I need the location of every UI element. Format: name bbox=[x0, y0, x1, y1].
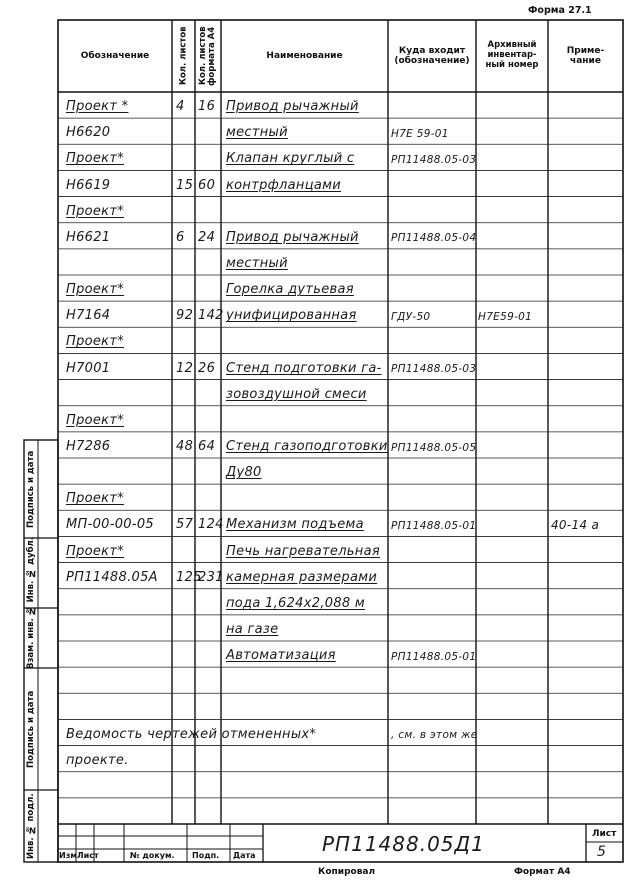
cell-designation: Н6619 bbox=[66, 177, 111, 193]
header-a4-sheets: Кол. листов формата А4 bbox=[198, 26, 217, 86]
cell-included-in: РП11488.05-01 bbox=[391, 519, 477, 532]
footer-format: Формат А4 bbox=[514, 867, 571, 877]
cell-name: Ду80 bbox=[226, 465, 262, 481]
cell-designation: Проект* bbox=[66, 491, 125, 507]
side-label-sign-date-1: Подпись и дата bbox=[26, 450, 36, 528]
cell-name: Горелка дутьевая bbox=[226, 282, 354, 298]
cell-name: камерная размерами bbox=[226, 569, 378, 585]
sheet-number: 5 bbox=[597, 844, 607, 860]
cell-name: Стенд газоподготовки bbox=[226, 439, 388, 454]
sheet-label: Лист bbox=[592, 829, 617, 839]
cell-designation: РП11488.05А bbox=[66, 569, 158, 585]
header-note: Приме- чание bbox=[566, 45, 605, 66]
cell-designation: Н7001 bbox=[66, 360, 111, 376]
cell-name: контрфланцами bbox=[226, 177, 341, 193]
cell-included-in: РП11488.05-04 bbox=[391, 232, 477, 245]
cell-name: зовоздушной смеси bbox=[226, 386, 367, 402]
cell-sheets: 92 bbox=[176, 308, 194, 324]
cell-name: Клапан круглый с bbox=[226, 151, 355, 167]
cell-designation: Ведомость чертежей отмененных* bbox=[66, 726, 317, 742]
header-included-in: Куда входит (обозначение) bbox=[394, 45, 470, 66]
cell-archive-number: Н7Е59-01 bbox=[478, 310, 533, 323]
cell-sheets: 4 bbox=[176, 99, 185, 115]
cell-designation: Проект* bbox=[66, 334, 125, 350]
cell-name: Стенд подготовки га- bbox=[226, 360, 382, 376]
cell-included-in: , см. в этом же bbox=[391, 729, 478, 742]
cell-included-in: РП11488.05-05 bbox=[391, 441, 477, 454]
cell-note: 40-14 а bbox=[551, 518, 600, 533]
cell-name: местный bbox=[226, 125, 288, 141]
cell-designation: Проект * bbox=[66, 99, 129, 115]
cell-name: Привод рычажный bbox=[226, 229, 359, 245]
cell-designation: Н6621 bbox=[66, 229, 111, 245]
cell-a4-sheets: 142 bbox=[198, 308, 224, 324]
cell-name: Привод рычажный bbox=[226, 99, 359, 115]
cell-name: на газе bbox=[226, 622, 279, 637]
cell-designation: Н6620 bbox=[66, 125, 111, 141]
tb-col-izm: Изм bbox=[59, 851, 77, 860]
cell-designation: Проект* bbox=[66, 151, 125, 167]
cell-designation: Н7286 bbox=[66, 439, 111, 454]
cell-included-in: РП11488.05-03 bbox=[391, 153, 477, 166]
cell-sheets: 57 bbox=[176, 517, 194, 533]
tb-col-date: Дата bbox=[233, 851, 256, 860]
tb-col-list: Лист bbox=[77, 851, 99, 860]
cell-a4-sheets: 64 bbox=[198, 439, 216, 454]
cell-name: пода 1,624х2,088 м bbox=[226, 595, 366, 611]
header-sheets-count: Кол. листов bbox=[178, 26, 189, 86]
cell-a4-sheets: 24 bbox=[198, 229, 216, 245]
tb-col-sign: Подп. bbox=[192, 851, 220, 860]
tb-col-doc: № докум. bbox=[130, 851, 175, 860]
cell-a4-sheets: 60 bbox=[198, 177, 216, 193]
cell-sheets: 125 bbox=[176, 569, 202, 585]
form-label: Форма 27.1 bbox=[528, 5, 592, 16]
cell-sheets: 15 bbox=[176, 177, 194, 193]
cell-a4-sheets: 26 bbox=[198, 360, 216, 376]
cell-name: унифицированная bbox=[226, 308, 357, 324]
cell-included-in: ГДУ-50 bbox=[391, 310, 431, 323]
side-label-sign-date-2: Подпись и дата bbox=[26, 690, 36, 768]
cell-designation: МП-00-00-05 bbox=[66, 517, 154, 533]
footer-copied: Копировал bbox=[318, 867, 376, 877]
cell-designation: Проект* bbox=[66, 543, 125, 559]
cell-name: местный bbox=[226, 256, 288, 271]
cell-name: Механизм подъема bbox=[226, 517, 364, 533]
cell-included-in: РП11488.05-01 bbox=[391, 650, 477, 663]
cell-a4-sheets: 124 bbox=[198, 517, 224, 533]
cell-sheets: 12 bbox=[176, 360, 194, 376]
cell-a4-sheets: 231 bbox=[198, 569, 224, 585]
cell-included-in: Н7Е 59-01 bbox=[391, 127, 449, 140]
cell-sheets: 6 bbox=[176, 229, 185, 245]
cell-designation: Проект* bbox=[66, 412, 125, 428]
side-label-inv-orig: Инв. № подл. bbox=[26, 793, 36, 859]
header-archive-number: Архивный инвентар- ный номер bbox=[485, 40, 539, 70]
header-name: Наименование bbox=[266, 50, 343, 61]
cell-designation: Проект* bbox=[66, 203, 125, 219]
cell-sheets: 48 bbox=[176, 439, 194, 454]
cell-included-in: РП11488.05-03 bbox=[391, 363, 477, 376]
cell-designation: проекте. bbox=[66, 752, 129, 768]
cell-name: Автоматизация bbox=[226, 648, 336, 664]
document-code: РП11488.05Д1 bbox=[322, 832, 485, 856]
cell-designation: Проект* bbox=[66, 282, 125, 298]
side-label-inv-dup: Взам. инв. № Инв. № дубл. bbox=[26, 537, 36, 669]
header-designation: Обозначение bbox=[80, 50, 150, 61]
cell-a4-sheets: 16 bbox=[198, 99, 216, 115]
cell-designation: Н7164 bbox=[66, 308, 111, 324]
cell-name: Печь нагревательная bbox=[226, 543, 380, 559]
